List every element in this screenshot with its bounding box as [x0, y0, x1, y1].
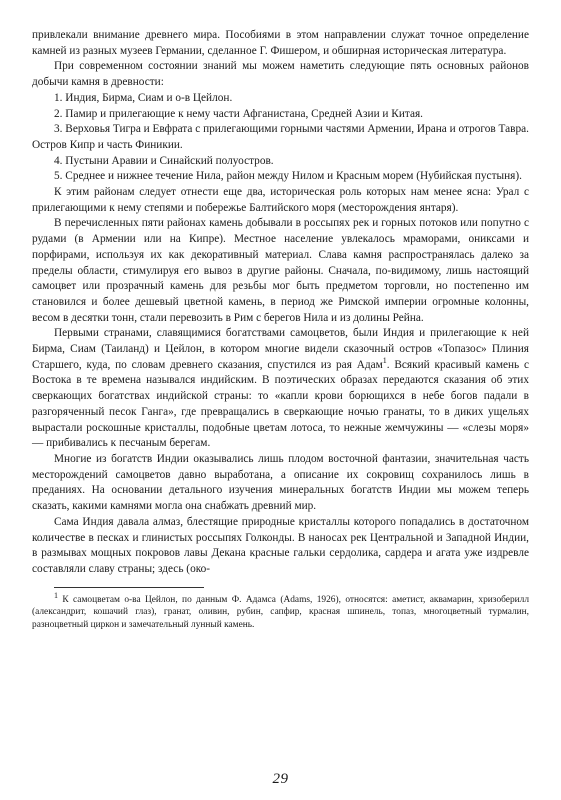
paragraph-india-diamonds: Сама Индия давала алмаз, блестящие природные кристаллы которого попадались в достаточном количестве в песках и глинистых россыпях Голконды. В наносах рек Центральной и Западной Индии, в размывах мощных покровов лавы Декана красные гальки сердолика, сардера и агата уже издревле составляли славу страны; здесь (око-: [32, 515, 529, 575]
book-page: [32, 28, 529, 788]
footnote-reference[interactable]: 1: [382, 356, 387, 365]
list-item-region-1: 1. Индия, Бирма, Сиам и о-в Цейлон.: [54, 91, 233, 104]
footnote-marker: 1: [54, 590, 58, 600]
list-item-region-5: 5. Среднее и нижнее течение Нила, район между Нилом и Красным морем (Нубийская пустыня).: [54, 170, 522, 183]
paragraph-india-gems-head: Первыми странами, славящимися богатствами самоцветов, были Индия и прилегающие к ней Бирма, Сиам (Таиланд) и Цейлон, в котором многие видели сказочный остров «Топазос» Плиния Старшего, куда, по словам древнего сказания, спустился из рая Адам: [32, 327, 529, 371]
footnote-divider: [54, 587, 204, 588]
paragraph-intro: привлекали внимание древнего мира. Пособиями в этом направлении служат точное определение камней из разных музеев Германии, сделанное Г. Фишером, и обширная историческая литература.: [32, 29, 529, 57]
paragraph-regions-lead: При современном состоянии знаний мы можем наметить следующие пять основных районов добычи камня в древности:: [32, 60, 529, 89]
list-item-region-4: 4. Пустыни Аравии и Синайский полуостров.: [54, 154, 274, 167]
list-item-region-2: 2. Памир и прилегающие к нему части Афганистана, Средней Азии и Китая.: [54, 107, 423, 120]
page-number: 29: [272, 771, 289, 787]
paragraph-india-fantasy: Многие из богатств Индии оказывались лишь плодом восточной фантазии, значительная часть месторождений самоцветов давно выработана, а описание их сокровищ сохранилось лишь в преданиях. На основании детального изучения минеральных богатств Индии мы можем теперь сказать, какими камнями могла она снабжать древний мир.: [32, 452, 529, 513]
footnote: [32, 590, 529, 632]
list-item-region-3: 3. Верховья Тигра и Евфрата с прилегающими горными частями Армении, Ирана и отрогов Тавра. Остров Кипр и часть Финикии.: [32, 123, 529, 151]
paragraph-stone-trade: В перечисленных пяти районах камень добывали в россыпях рек и горных потоков или попутно с рудами (в Армении или на Кипре). Местное население увлекалось мраморами, ониксами и порфирами, используя их как декоративный материал. Слава камня распространялась далеко за пределы области, стимулируя его вывоз в другие районы. Сначала, по-видимому, лишь настоящий самоцвет или прозрачный камень для резьбы мог быть предметом торговли, но постепенно им становился и более дешевый цветной камень, в период же Римской империи огромные колонны, весом в десятки тонн, стали перевозить в Рим с берегов Нила и из долины Рейна.: [32, 217, 529, 324]
footnote-text: К самоцветам о-ва Цейлон, по данным Ф. Адамса (Adams, 1926), относятся: аметист, аквамарин, хризоберилл (александрит, кошачий глаз), гранат, оливин, рубин, сапфир, красная шпинель, топаз, многоцветный турмалин, разноцветный циркон и замечательный лунный камень.: [32, 594, 529, 630]
paragraph-additional-regions: К этим районам следует отнести еще два, историческая роль которых нам менее ясна: Урал с прилегающими к нему степями и побережье Балтийского моря (месторождения янтаря).: [32, 186, 529, 214]
paragraph-india-gems: [32, 326, 529, 452]
paragraph-india-gems-tail: . Всякий красивый камень с Востока в те времена назывался индийским. В поэтических образах передаются сказания об этих сверкающих богатствах индийской страны: то «капли крови борющихся в небе богов падали в разгоряченный песок Ганга», где превращались в сверкающие ночью гранаты, то в диких ущельях вырастали роскошные кристаллы, подобные цветам лотоса, то нежные жемчужины — «слезы моря» — прибивались к песчаным берегам.: [32, 358, 529, 450]
